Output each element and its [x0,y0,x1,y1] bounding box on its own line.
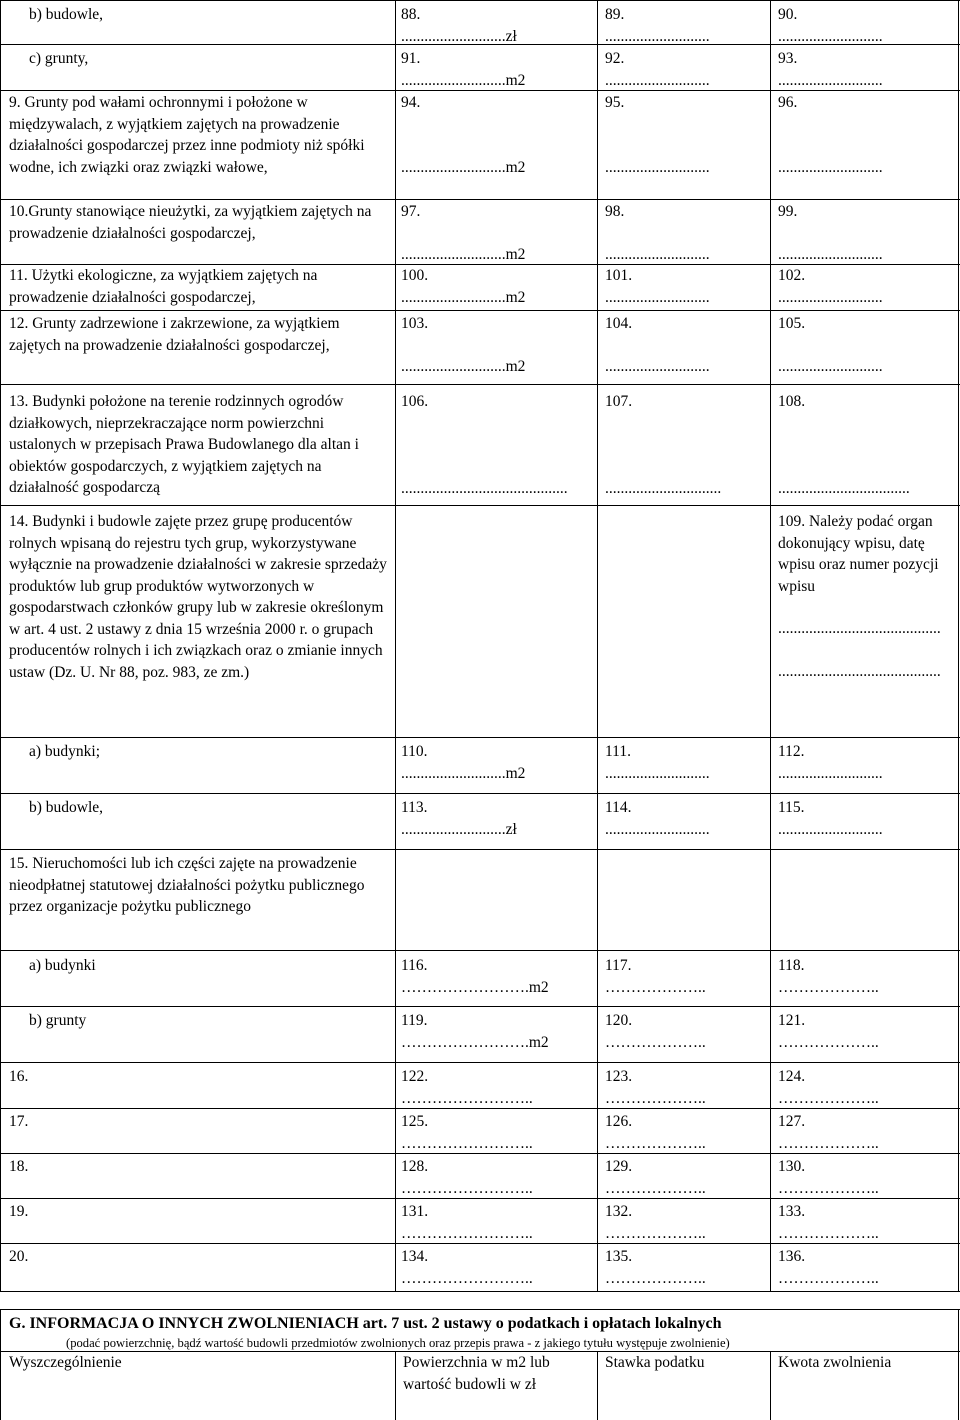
header-specification: Wyszczególnienie [9,1354,122,1371]
field-value[interactable]: ...........................m2 [401,246,526,263]
exemption-cell[interactable] [778,1246,954,1289]
row-label: 14. Budynki i budowle zajęte przez grupę producentów rolnych wpisaną do rejestru tych grup, wykorzystywane wyłącznie na prowadzenie działalności w zakresie sprzedaży produktów lub grup produktów wytworzonych w gospodarstwach członków grupy lub w zakresie określonym w art. 4 ust. 2 ustawy z dnia 15 września 2000 r. o grupach producentów rolnych i ich związkach oraz o zmianie innych ustaw (Dz. U. Nr 88, poz. 983, ze zm.) [9,513,387,681]
row-label [9,741,394,763]
grid-line [0,1198,960,1199]
amount-cell[interactable] [401,1010,591,1053]
exemption-cell[interactable] [778,797,954,840]
row-label [9,48,394,70]
exemption-cell[interactable] [778,1156,954,1199]
field-value[interactable]: ........................... [605,358,710,375]
field-number: 108. [778,393,806,410]
field-value[interactable]: ……………….. [778,1089,879,1107]
field-number: 107. [605,393,633,410]
rate-cell[interactable] [605,797,765,840]
field-instruction: 109. Należy podać organ dokonujący wpisu, datę wpisu oraz numer pozycji wpisu [778,513,939,595]
field-value[interactable]: ……………….. [605,978,706,996]
grid-line [0,0,1,1292]
section-g-border [0,1309,1,1420]
field-number: 133. [778,1203,806,1220]
field-number: 123. [605,1068,633,1085]
rate-cell[interactable] [605,955,765,998]
row-item-19 [0,1201,960,1245]
header-area-value: Powierzchnia w m2 lub wartość budowli w zł [403,1354,550,1393]
rate-cell[interactable] [605,741,765,784]
section-g-border [958,1309,959,1420]
rate-cell[interactable] [605,92,765,176]
row-label: 13. Budynki położone na terenie rodzinnych ogrodów działkowych, nieprzekraczające norm powierzchni ustalonych w przepisach Prawa Budowlanego dla altan i obiektów gospodarczych, z wyjątkiem zajętych na działalność gospodarczą [9,393,359,496]
exemption-cell[interactable] [778,1066,954,1109]
grid-line [770,0,771,1292]
field-value[interactable]: ……………….. [605,1269,706,1287]
row-c-grunty [0,48,960,90]
field-value[interactable]: ……………….. [605,1089,706,1107]
grid-line [0,90,960,91]
field-number: 136. [778,1248,806,1265]
grid-line [597,0,598,1292]
field-value[interactable]: …………………….m2 [401,978,549,996]
row-label [9,1010,394,1032]
field-number: 129. [605,1158,633,1175]
exemption-cell[interactable] [778,1201,954,1244]
row-item-13 [0,391,960,503]
field-number: 103. [401,315,429,332]
rate-cell[interactable] [605,265,765,308]
rate-cell[interactable] [605,48,765,91]
row-a-budynki-15 [0,955,960,1003]
row-label[interactable]: 17. [9,1113,29,1130]
field-value[interactable]: ...........................m2 [401,159,526,176]
row-item-18 [0,1156,960,1200]
row-item-16 [0,1066,960,1110]
label-text: a) budynki; [29,743,101,760]
grid-line [0,199,960,200]
exemption-cell[interactable] [778,1010,954,1053]
amount-cell[interactable] [401,1156,591,1199]
field-number: 120. [605,1012,633,1029]
field-value[interactable]: .......................................... [778,620,941,637]
exemption-cell[interactable] [778,4,954,47]
field-number: 125. [401,1113,429,1130]
amount-cell[interactable] [401,741,591,784]
row-item-10 [0,201,960,264]
field-value[interactable]: ........................... [778,358,883,375]
amount-cell[interactable] [401,1201,591,1244]
grid-line [0,384,960,385]
rate-cell[interactable] [605,1201,765,1244]
row-label: 12. Grunty zadrzewione i zakrzewione, za wyjątkiem zajętych na prowadzenie działalności gospodarczej, [9,315,340,354]
grid-line [395,1351,396,1420]
row-label [9,4,394,26]
field-value[interactable]: ……………….. [778,978,879,996]
field-number: 122. [401,1068,429,1085]
field-value[interactable]: ……………….. [778,1224,879,1242]
field-value[interactable]: ...........................zł [401,820,517,838]
exemption-cell[interactable] [778,741,954,784]
field-number: 119. [401,1012,428,1029]
field-value[interactable]: ……………….. [605,1134,706,1152]
row-b-grunty-15 [0,1010,960,1058]
field-number: 111. [605,743,631,760]
header-tax-rate: Stawka podatku [605,1354,705,1371]
row-item-9 [0,92,960,200]
field-number: 135. [605,1248,633,1265]
field-value[interactable]: ........................... [778,764,883,782]
field-number: 114. [605,799,632,816]
exemption-cell[interactable] [778,48,954,91]
field-value[interactable]: ........................... [778,159,883,176]
field-value[interactable]: ........................... [605,159,710,176]
row-label[interactable]: 16. [9,1068,29,1085]
field-number: 88. [401,6,421,23]
field-value[interactable]: .......................................... [778,662,941,680]
field-number: 132. [605,1203,633,1220]
label-text: a) budynki [29,957,96,974]
field-value[interactable]: ........................... [778,246,883,263]
grid-line [0,264,960,265]
field-value[interactable]: ……………….. [605,1033,706,1051]
field-number: 102. [778,267,806,284]
row-item-15 [0,853,960,943]
field-value[interactable]: ........................... [605,820,710,838]
section-g-note: (podać powierzchnię, bądź wartość budowli przedmiotów zwolnionych oraz przepis prawa - z jakiego tytułu występuje zwolnienie) [66,1336,730,1350]
field-number: 134. [401,1248,429,1265]
field-value[interactable]: ……………….. [778,1179,879,1197]
field-value[interactable]: ........................... [605,764,710,782]
field-value[interactable]: ........................... [605,71,710,89]
amount-cell[interactable] [401,48,591,91]
grid-line [0,849,960,850]
row-label [9,955,394,977]
grid-line [395,0,396,1292]
rate-cell[interactable] [605,4,765,47]
exemption-cell[interactable] [778,201,954,263]
label-text: c) grunty, [29,50,89,67]
label-text: b) grunty [29,1012,87,1029]
field-number: 118. [778,957,805,974]
field-number: 95. [605,94,625,111]
field-number: 124. [778,1068,806,1085]
field-number: 89. [605,6,625,23]
row-b-budowle-top [0,0,960,48]
grid-line [0,1062,960,1063]
field-number: 112. [778,743,805,760]
field-number: 104. [605,315,633,332]
exemption-cell[interactable] [778,265,954,308]
row-item-14 [0,511,960,731]
rate-cell[interactable] [605,1066,765,1109]
field-value[interactable]: ........................... [778,820,883,838]
amount-cell[interactable] [401,92,591,178]
amount-cell[interactable] [401,1111,591,1154]
field-number: 106. [401,393,429,410]
rate-cell[interactable] [605,1111,765,1154]
rate-cell[interactable] [605,1010,765,1053]
field-value[interactable]: …………………….. [401,1224,533,1242]
field-value[interactable]: ...........................zł [401,27,517,45]
header-exemption-amount: Kwota zwolnienia [778,1354,892,1371]
grid-line [770,1351,771,1420]
row-label: 9. Grunty pod wałami ochronnymi i położone w międzywalach, z wyjątkiem zajętych na prowadzenie działalności gospodarczej przez inne podmioty niż spółki wodne, ich związki oraz związki wałowe, [9,94,365,176]
field-value[interactable]: ……………….. [605,1179,706,1197]
field-number: 99. [778,203,798,220]
amount-cell[interactable] [401,1066,591,1109]
field-value[interactable]: …………………….. [401,1269,533,1287]
amount-cell[interactable] [401,201,591,263]
exemption-cell[interactable] [778,313,954,375]
field-number: 113. [401,799,428,816]
amount-cell[interactable] [401,265,591,308]
label-text: b) budowle, [29,799,104,816]
field-number: 121. [778,1012,806,1029]
grid-line [0,1006,960,1007]
field-value[interactable]: ........................................... [401,480,568,497]
field-number: 110. [401,743,428,760]
field-value[interactable]: ...........................m2 [401,288,526,306]
field-value[interactable]: ........................... [778,27,883,45]
grid-line [0,793,960,794]
rate-cell[interactable] [605,1156,765,1199]
exemption-cell[interactable] [778,391,954,497]
grid-line [0,44,960,45]
grid-line [0,0,960,1]
section-g-title: G. INFORMACJA O INNYCH ZWOLNIENIACH art. 7 ust. 2 ustawy o podatkach i opłatach lokalnych [9,1315,722,1332]
grid-line [958,0,959,1292]
field-value[interactable]: ........................... [605,246,710,263]
field-number: 93. [778,50,798,67]
field-number: 101. [605,267,633,284]
field-number: 116. [401,957,428,974]
field-value[interactable]: …………………….m2 [401,1033,549,1051]
field-number: 90. [778,6,798,23]
field-value[interactable]: ……………….. [778,1269,879,1287]
row-a-budynki-14 [0,741,960,789]
field-value[interactable]: .............................. [605,480,722,497]
field-value[interactable]: …………………….. [401,1179,533,1197]
field-value[interactable]: ...........................m2 [401,71,526,89]
row-label[interactable]: 19. [9,1203,29,1220]
amount-cell[interactable] [401,955,591,998]
field-value[interactable]: ........................... [778,288,883,306]
field-number: 105. [778,315,806,332]
grid-line [0,737,960,738]
row-label: 11. Użytki ekologiczne, za wyjątkiem zajętych na prowadzenie działalności gospodarczej, [9,267,318,306]
field-value[interactable]: ……………….. [778,1033,879,1051]
field-number: 91. [401,50,421,67]
field-value[interactable]: ……………….. [778,1134,879,1152]
field-number: 92. [605,50,625,67]
field-number: 98. [605,203,625,220]
row-item-17 [0,1111,960,1155]
field-value[interactable]: ...........................m2 [401,764,526,782]
field-value[interactable]: …………………….. [401,1089,533,1107]
field-number: 115. [778,799,805,816]
field-number: 130. [778,1158,806,1175]
field-number: 126. [605,1113,633,1130]
field-value[interactable]: ……………….. [605,1224,706,1242]
amount-cell[interactable] [401,1246,591,1289]
row-label[interactable]: 20. [9,1248,29,1265]
field-value[interactable]: ........................... [605,27,710,45]
row-item-12 [0,313,960,385]
row-item-20 [0,1246,960,1290]
grid-line [597,1351,598,1420]
amount-cell[interactable] [401,4,591,47]
grid-line [0,505,960,506]
field-value[interactable]: …………………….. [401,1134,533,1152]
amount-cell[interactable] [401,313,591,375]
row-item-11 [0,265,960,311]
field-number: 117. [605,957,632,974]
registration-info-cell[interactable] [778,511,954,682]
rate-cell[interactable] [605,1246,765,1289]
grid-line [0,950,960,951]
rate-cell[interactable] [605,313,765,375]
exemption-cell[interactable] [778,1111,954,1154]
field-value[interactable]: ...........................m2 [401,358,526,375]
amount-cell[interactable] [401,797,591,840]
row-label: 10.Grunty stanowiące nieużytki, za wyjątkiem zajętych na prowadzenie działalności gospodarczej, [9,203,372,242]
field-number: 100. [401,267,429,284]
grid-line [0,310,960,311]
exemption-cell[interactable] [778,955,954,998]
field-value[interactable]: ........................... [778,71,883,89]
grid-line [0,1108,960,1109]
row-b-budowle-14 [0,797,960,845]
row-label[interactable]: 18. [9,1158,29,1175]
row-label: 15. Nieruchomości lub ich części zajęte na prowadzenie nieodpłatnej statutowej działalności pożytku publicznego przez organizacje pożytku publicznego [9,855,365,915]
rate-cell[interactable] [605,391,765,497]
grid-line [0,1243,960,1244]
field-number: 97. [401,203,421,220]
exemption-cell[interactable] [778,92,954,176]
field-number: 127. [778,1113,806,1130]
row-label [9,797,394,819]
amount-cell[interactable] [401,391,591,497]
grid-line [0,1153,960,1154]
section-g-top-border [0,1309,960,1310]
grid-line [0,1291,960,1292]
field-number: 131. [401,1203,429,1220]
field-number: 94. [401,94,421,111]
rate-cell[interactable] [605,201,765,263]
field-number: 128. [401,1158,429,1175]
field-number: 96. [778,94,798,111]
field-value[interactable]: .................................. [778,480,910,497]
label-text: b) budowle, [29,6,104,23]
field-value[interactable]: ........................... [605,288,710,306]
